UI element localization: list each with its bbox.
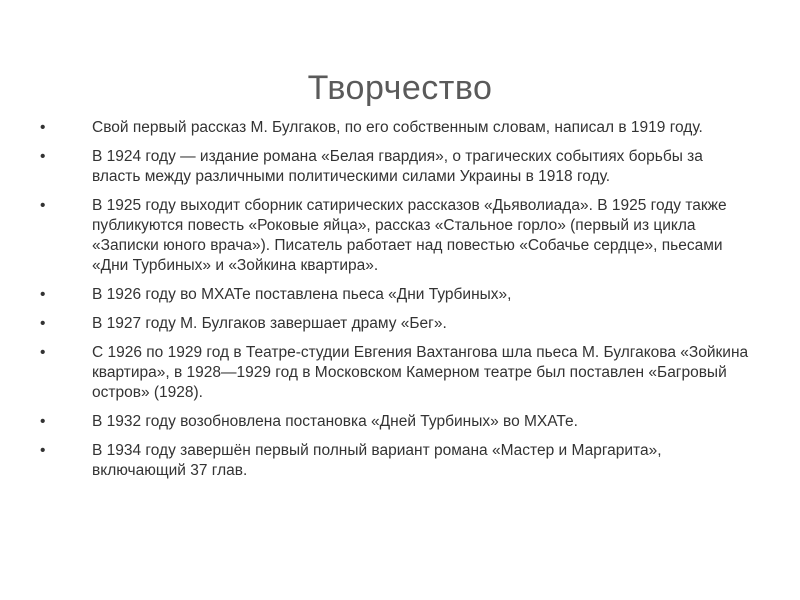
list-item [40, 441, 755, 481]
list-item [40, 314, 755, 334]
list-item [40, 343, 755, 403]
bullet-icon: • [40, 148, 46, 165]
bullet-icon: • [40, 315, 46, 332]
list-item-text: В 1927 году М. Булгаков завершает драму «Бег». [92, 315, 447, 332]
bullet-icon: • [40, 197, 46, 214]
bullet-list [40, 118, 755, 481]
list-item-text: Свой первый рассказ М. Булгаков, по его собственным словам, написал в 1919 году. [92, 119, 703, 136]
slide-title: Творчество [307, 69, 493, 107]
list-item [40, 147, 755, 187]
bullet-icon: • [40, 442, 46, 459]
slide-content [40, 118, 755, 490]
list-item [40, 285, 755, 305]
list-item [40, 412, 755, 432]
list-item-text: В 1925 году выходит сборник сатирических рассказов «Дьяволиада». В 1925 году также публикуются повесть «Роковые яйца», рассказ «Стальное горло» (первый из цикла «Записки юного врача»). Писатель работает над повестью «Собачье сердце», пьесами «Дни Турбиных» и «Зойкина квартира». [92, 197, 727, 274]
list-item-text: В 1934 году завершён первый полный вариант романа «Мастер и Маргарита», включающий 37 глав. [92, 442, 662, 479]
bullet-icon: • [40, 119, 46, 136]
bullet-icon: • [40, 413, 46, 430]
list-item-text: В 1924 году — издание романа «Белая гвардия», о трагических событиях борьбы за власть между различными политическими силами Украины в 1918 году. [92, 148, 703, 185]
bullet-icon: • [40, 344, 46, 361]
list-item-text: С 1926 по 1929 год в Театре-студии Евгения Вахтангова шла пьеса М. Булгакова «Зойкина квартира», в 1928—1929 год в Московском Камерном театре был поставлен «Багровый остров» (1928). [92, 344, 749, 401]
list-item-text: В 1932 году возобновлена постановка «Дней Турбиных» во МХАТе. [92, 413, 578, 430]
list-item [40, 118, 755, 138]
list-item [40, 196, 755, 276]
bullet-icon: • [40, 286, 46, 303]
list-item-text: В 1926 году во МХАТе поставлена пьеса «Дни Турбиных», [92, 286, 512, 303]
